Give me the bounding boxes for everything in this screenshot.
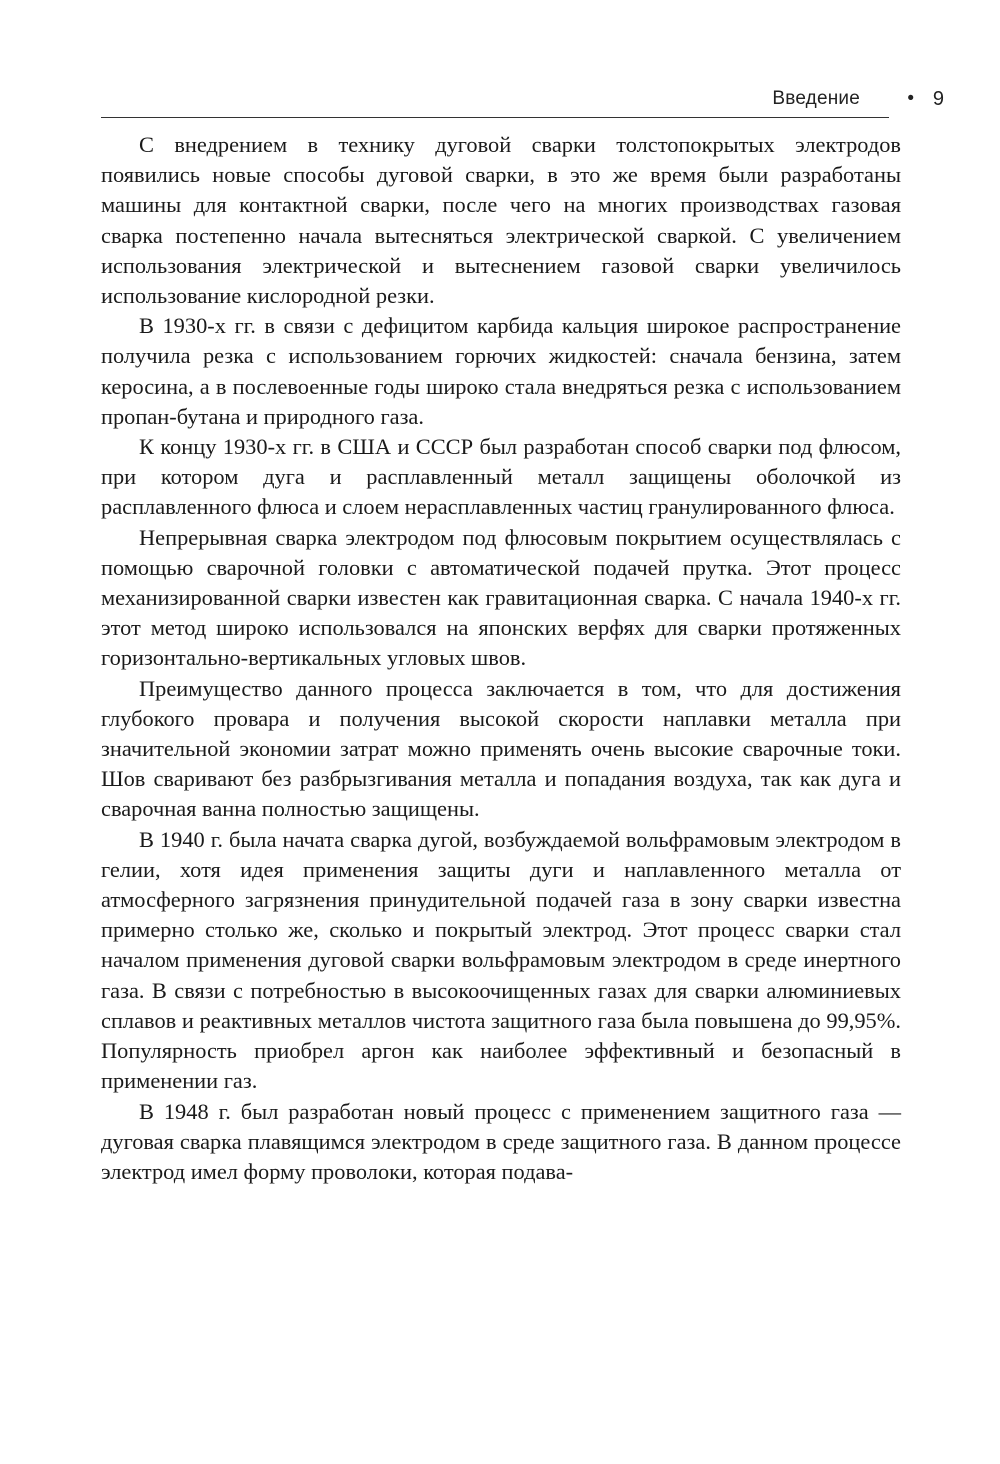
section-title: Введение: [772, 88, 860, 109]
paragraph-2: В 1930-х гг. в связи с дефицитом карбида кальция широкое распространение получила резка с использованием горючих жидкостей: сначала бензина, затем керосина, а в послевоенные годы широко стала внедряться резка с использованием пропан-бутана и природного газа.: [101, 313, 901, 429]
page-number: 9: [932, 88, 944, 110]
paragraph-5: Преимущество данного процесса заключается в том, что для достижения глубокого провара и получения высокой скорости наплавки металла при значительной экономии затрат можно применять очень высокие сварочные токи. Шов сваривают без разбрызгивания металла и попадания воздуха, так как дуга и сварочная ванна полностью защищены.: [101, 675, 901, 822]
paragraph-1: С внедрением в технику дуговой сварки толстопокрытых электродов появились новые способы дуговой сварки, в это же время были разработаны машины для контактной сварки, после чего на многих производствах газовая сварка постепенно начала вытесняться электрической сваркой. С увеличением использования электрической и вытеснением газовой сварки увеличилось использование кислородной резки.: [101, 132, 901, 309]
body-text: [101, 130, 901, 1187]
header-rule: [101, 117, 889, 118]
running-head: [101, 86, 944, 116]
paragraph-7: В 1948 г. был разработан новый процесс с применением защитного газа — дуговая сварка плавящимся электродом в среде защитного газа. В данном процессе электрод имел форму проволоки, которая подава-: [101, 1098, 901, 1184]
paragraph-3: К концу 1930-х гг. в США и СССР был разработан способ сварки под флюсом, при котором дуга и расплавленный металл защищены оболочкой из расплавленного флюса и слоем нерасплавленных частиц гранулированного флюса.: [101, 434, 901, 520]
bullet-separator: •: [907, 88, 914, 109]
paragraph-4: Непрерывная сварка электродом под флюсовым покрытием осуществлялась с помощью сварочной головки с автоматической подачей прутка. Этот процесс механизированной сварки известен как гравитационная сварка. С начала 1940-х гг. этот метод широко использовался на японских верфях для сварки протяженных горизонтально-вертикальных угловых швов.: [101, 524, 901, 671]
paragraph-6: В 1940 г. была начата сварка дугой, возбуждаемой вольфрамовым электродом в гелии, хотя идея применения защиты дуги и наплавленного металла от атмосферного загрязнения принудительной подачей газа в зону сварки известна примерно столько же, сколько и покрытый электрод. Этот процесс сварки стал началом применения дуговой сварки вольфрамовым электродом в среде инертного газа. В связи с потребностью в высокоочищенных газах для сварки алюминиевых сплавов и реактивных металлов чистота защитного газа была повышена до 99,95%. Популярность приобрел аргон как наиболее эффективный и безопасный в применении газ.: [101, 826, 901, 1094]
